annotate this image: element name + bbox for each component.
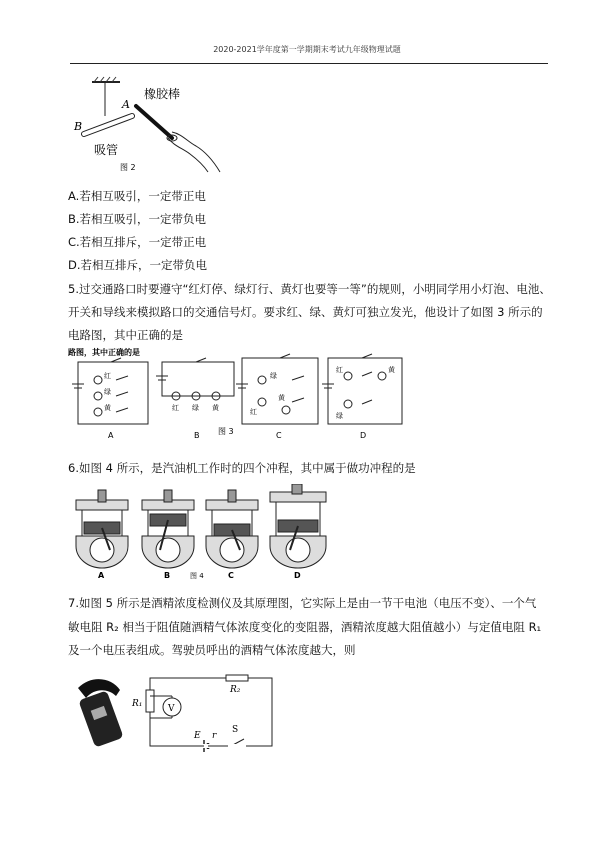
lamp-green-c: 绿 <box>270 372 277 380</box>
lamp-yellow-d: 黄 <box>388 366 395 374</box>
question-5-line-1: 5.过交通路口时要遵守“红灯停、绿灯行、黄灯也要等一等”的规则，小明同学用小灯泡、电池、 <box>68 282 551 296</box>
lamp-green-b: 绿 <box>192 404 199 412</box>
question-6: 6.如图 4 所示，是汽油机工作时的四个冲程，其中属于做功冲程的是 <box>68 461 416 475</box>
option-label-c: C <box>276 431 282 440</box>
question-5-line-3: 电路图，其中正确的是 <box>68 328 183 342</box>
label-rubber-rod: 橡胶棒 <box>144 87 181 101</box>
label-a: A <box>122 98 130 111</box>
lamp-yellow-a: 黄 <box>104 404 111 412</box>
figure-4-caption: 图 4 <box>190 572 204 580</box>
option-label-d: D <box>360 431 367 440</box>
battery-label: E <box>194 731 201 741</box>
option-c: C.若相互排斥，一定带正电 <box>68 235 207 249</box>
lamp-red-b: 红 <box>172 404 179 412</box>
option-d: D.若相互排斥，一定带负电 <box>68 258 208 272</box>
question-5-line-2: 开关和导线来模拟路口的交通信号灯。要求红、绿、黄灯可独立发光，他设计了如图 3 所示的 <box>68 305 543 319</box>
switch-label: S <box>232 725 239 735</box>
question-7-line-3: 及一个电压表组成。驾驶员呼出的酒精气体浓度越大，则 <box>68 643 356 657</box>
label-b: B <box>74 120 83 133</box>
voltmeter-label: V <box>168 704 175 714</box>
lamp-red-c: 红 <box>250 408 257 416</box>
option-a: A.若相互吸引，一定带正电 <box>68 189 206 203</box>
figure-3-header: 路图，其中正确的是 <box>68 348 140 357</box>
lamp-green-d: 绿 <box>336 412 343 420</box>
figure-4 <box>70 484 340 580</box>
internal-resistance-label: r <box>212 731 217 741</box>
option-label-a: A <box>108 431 114 440</box>
header-rule <box>70 63 548 64</box>
page-header: 2020-2021学年度第一学期期末考试九年级物理试题 <box>213 45 401 54</box>
engine-label-c: C <box>228 571 234 580</box>
r2-label: R₂ <box>230 685 241 695</box>
option-label-b: B <box>194 431 200 440</box>
lamp-red-a: 红 <box>104 372 111 380</box>
engine-label-a: A <box>98 571 105 580</box>
question-7-line-2: 敏电阻 R₂ 相当于阻值随酒精气体浓度变化的变阻器，酒精浓度越大阻值越小）与定值电阻 R₁ <box>68 620 542 634</box>
figure-3 <box>66 346 406 441</box>
figure-3-caption: 图 3 <box>218 427 234 436</box>
label-straw: 吸管 <box>94 143 119 157</box>
lamp-red-d: 红 <box>336 366 343 374</box>
lamp-yellow-b: 黄 <box>212 404 219 412</box>
figure-2 <box>72 76 232 174</box>
engine-label-d: D <box>294 571 301 580</box>
figure-2-caption: 图 2 <box>120 163 136 172</box>
option-b: B.若相互吸引，一定带负电 <box>68 212 207 226</box>
question-7-line-1: 7.如图 5 所示是酒精浓度检测仪及其原理图，它实际上是由一节干电池（电压不变）、一个气 <box>68 596 537 610</box>
breathalyzer-icon <box>78 679 124 748</box>
lamp-green-a: 绿 <box>104 388 111 396</box>
r1-label: R₁ <box>132 699 143 709</box>
lamp-yellow-c: 黄 <box>278 394 285 402</box>
engine-label-b: B <box>164 571 171 580</box>
figure-5 <box>72 668 282 760</box>
